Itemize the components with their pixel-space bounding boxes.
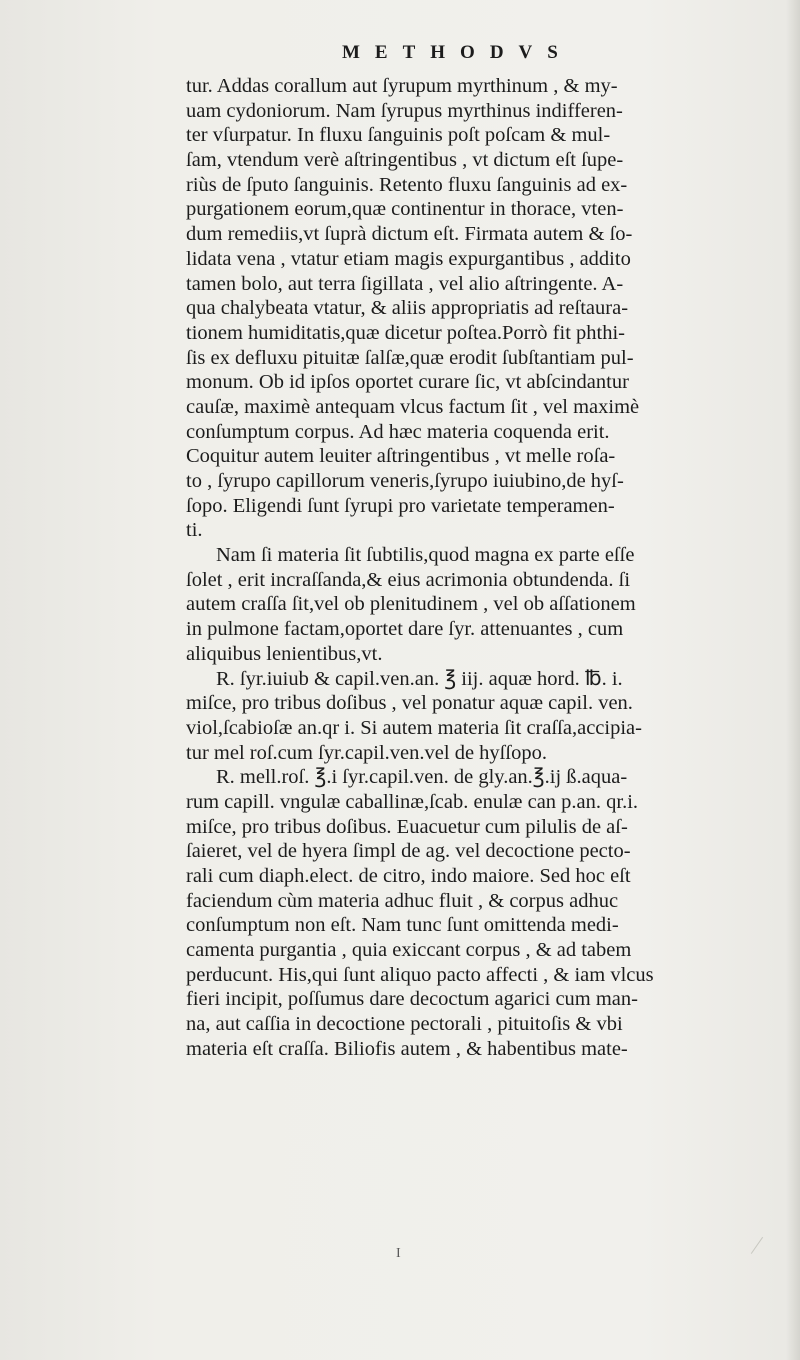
text-line: viol,ſcabioſæ an.qr i. Si autem materia ſit craſſa,accipia- (186, 716, 642, 739)
text-line: ſopo. Eligendi ſunt ſyrupi pro varietate temperamen- (186, 494, 615, 517)
text-line: perducunt. His,qui ſunt aliquo pacto affecti , & iam vlcus (186, 963, 654, 986)
text-line: qua chalybeata vtatur, & aliis appropriatis ad reſtaura- (186, 297, 629, 320)
text-line: materia eſt craſſa. Biliofis autem , & habentibus mate- (186, 1037, 628, 1060)
text-line: lidata vena , vtatur etiam magis expurgantibus , addito (186, 247, 631, 270)
text-line: dum remediis,vt ſuprà dictum eſt. Firmata autem & ſo- (186, 223, 633, 246)
text-line: miſce, pro tribus doſibus. Euacuetur cum pilulis de aſ- (186, 815, 628, 838)
stray-mark (751, 1237, 776, 1263)
text-line: ter vſurpatur. In fluxu ſanguinis poſt poſcam & mul- (186, 124, 611, 147)
text-line: faciendum cùm materia adhuc fluit , & corpus adhuc (186, 889, 619, 912)
text-line: ti. (186, 519, 203, 542)
text-line: R. mell.roſ. ℥.i ſyr.capil.ven. de gly.an.℥.ij ß.aqua- (216, 766, 628, 789)
signature-mark: I (396, 1246, 401, 1261)
text-line: uam cydoniorum. Nam ſyrupus myrthinus indifferen- (186, 99, 623, 122)
text-line: miſce, pro tribus doſibus , vel ponatur aquæ capil. ven. (186, 692, 633, 715)
text-line: to , ſyrupo capillorum veneris,ſyrupo iuiubino,de hyſ- (186, 470, 624, 492)
text-line: ſam, vtendum verè aſtringentibus , vt dictum eſt ſupe- (186, 149, 624, 172)
text-line: conſumptum corpus. Ad hæc materia coquenda erit. (186, 420, 610, 443)
body-text (186, 74, 746, 1062)
text-line: tur. Addas corallum aut ſyrupum myrthinum , & my- (186, 75, 618, 97)
text-line: ſaieret, vel de hyera ſimpl de ag. vel decoctione pecto- (186, 840, 631, 863)
page-edge-shadow (786, 0, 800, 1360)
text-line: in pulmone factam,oportet dare ſyr. attenuantes , cum (186, 618, 624, 641)
text-line: rali cum diaph.elect. de citro, indo maiore. Sed hoc eſt (186, 865, 631, 887)
text-line: fieri incipit, poſſumus dare decoctum agarici cum man- (186, 988, 638, 1011)
text-line: monum. Ob id ipſos oportet curare ſic, vt abſcindantur (186, 371, 629, 394)
text-line: aliquibus lenientibus,vt. (186, 642, 383, 665)
text-line: Nam ſi materia ſit ſubtilis,quod magna ex parte eſſe (216, 544, 635, 567)
text-line: conſumptum non eſt. Nam tunc ſunt omittenda medi- (186, 914, 619, 937)
text-line: camenta purgantia , quia exiccant corpus , & ad tabem (186, 939, 632, 962)
text-line: autem craſſa ſit,vel ob plenitudinem , vel ob aſſationem (186, 593, 636, 616)
text-line: ſis ex defluxu pituitæ ſalſæ,quæ erodit ſubſtantiam pul- (186, 346, 634, 369)
text-line: rum capill. vngulæ caballinæ,ſcab. enulæ can p.an. qr.i. (186, 790, 639, 813)
text-line: tionem humiditatis,quæ dicetur poſtea.Porrò fit phthi- (186, 321, 625, 344)
text-line: ſolet , erit incraſſanda,& eius acrimonia obtundenda. ſi (186, 568, 631, 591)
text-line: riùs de ſputo ſanguinis. Retento fluxu ſanguinis ad ex- (186, 173, 628, 196)
text-line: na, aut caſſia in decoctione pectorali , pituitoſis & vbi (186, 1013, 623, 1036)
text-line: Coquitur autem leuiter aſtringentibus , vt melle roſa- (186, 445, 616, 468)
text-line: purgationem eorum,quæ continentur in thorace, vten- (186, 198, 624, 221)
text-line: R. ſyr.iuiub & capil.ven.an. ℥ iij. aquæ hord. ℔. i. (216, 667, 623, 690)
text-line: tur mel roſ.cum ſyr.capil.ven.vel de hyſſopo. (186, 741, 547, 764)
text-line: tamen bolo, aut terra ſigillata , vel alio aſtringente. A- (186, 272, 624, 295)
running-head: METHODVS (342, 42, 573, 63)
text-line: cauſæ, maximè antequam vlcus factum ſit , vel maximè (186, 395, 640, 418)
